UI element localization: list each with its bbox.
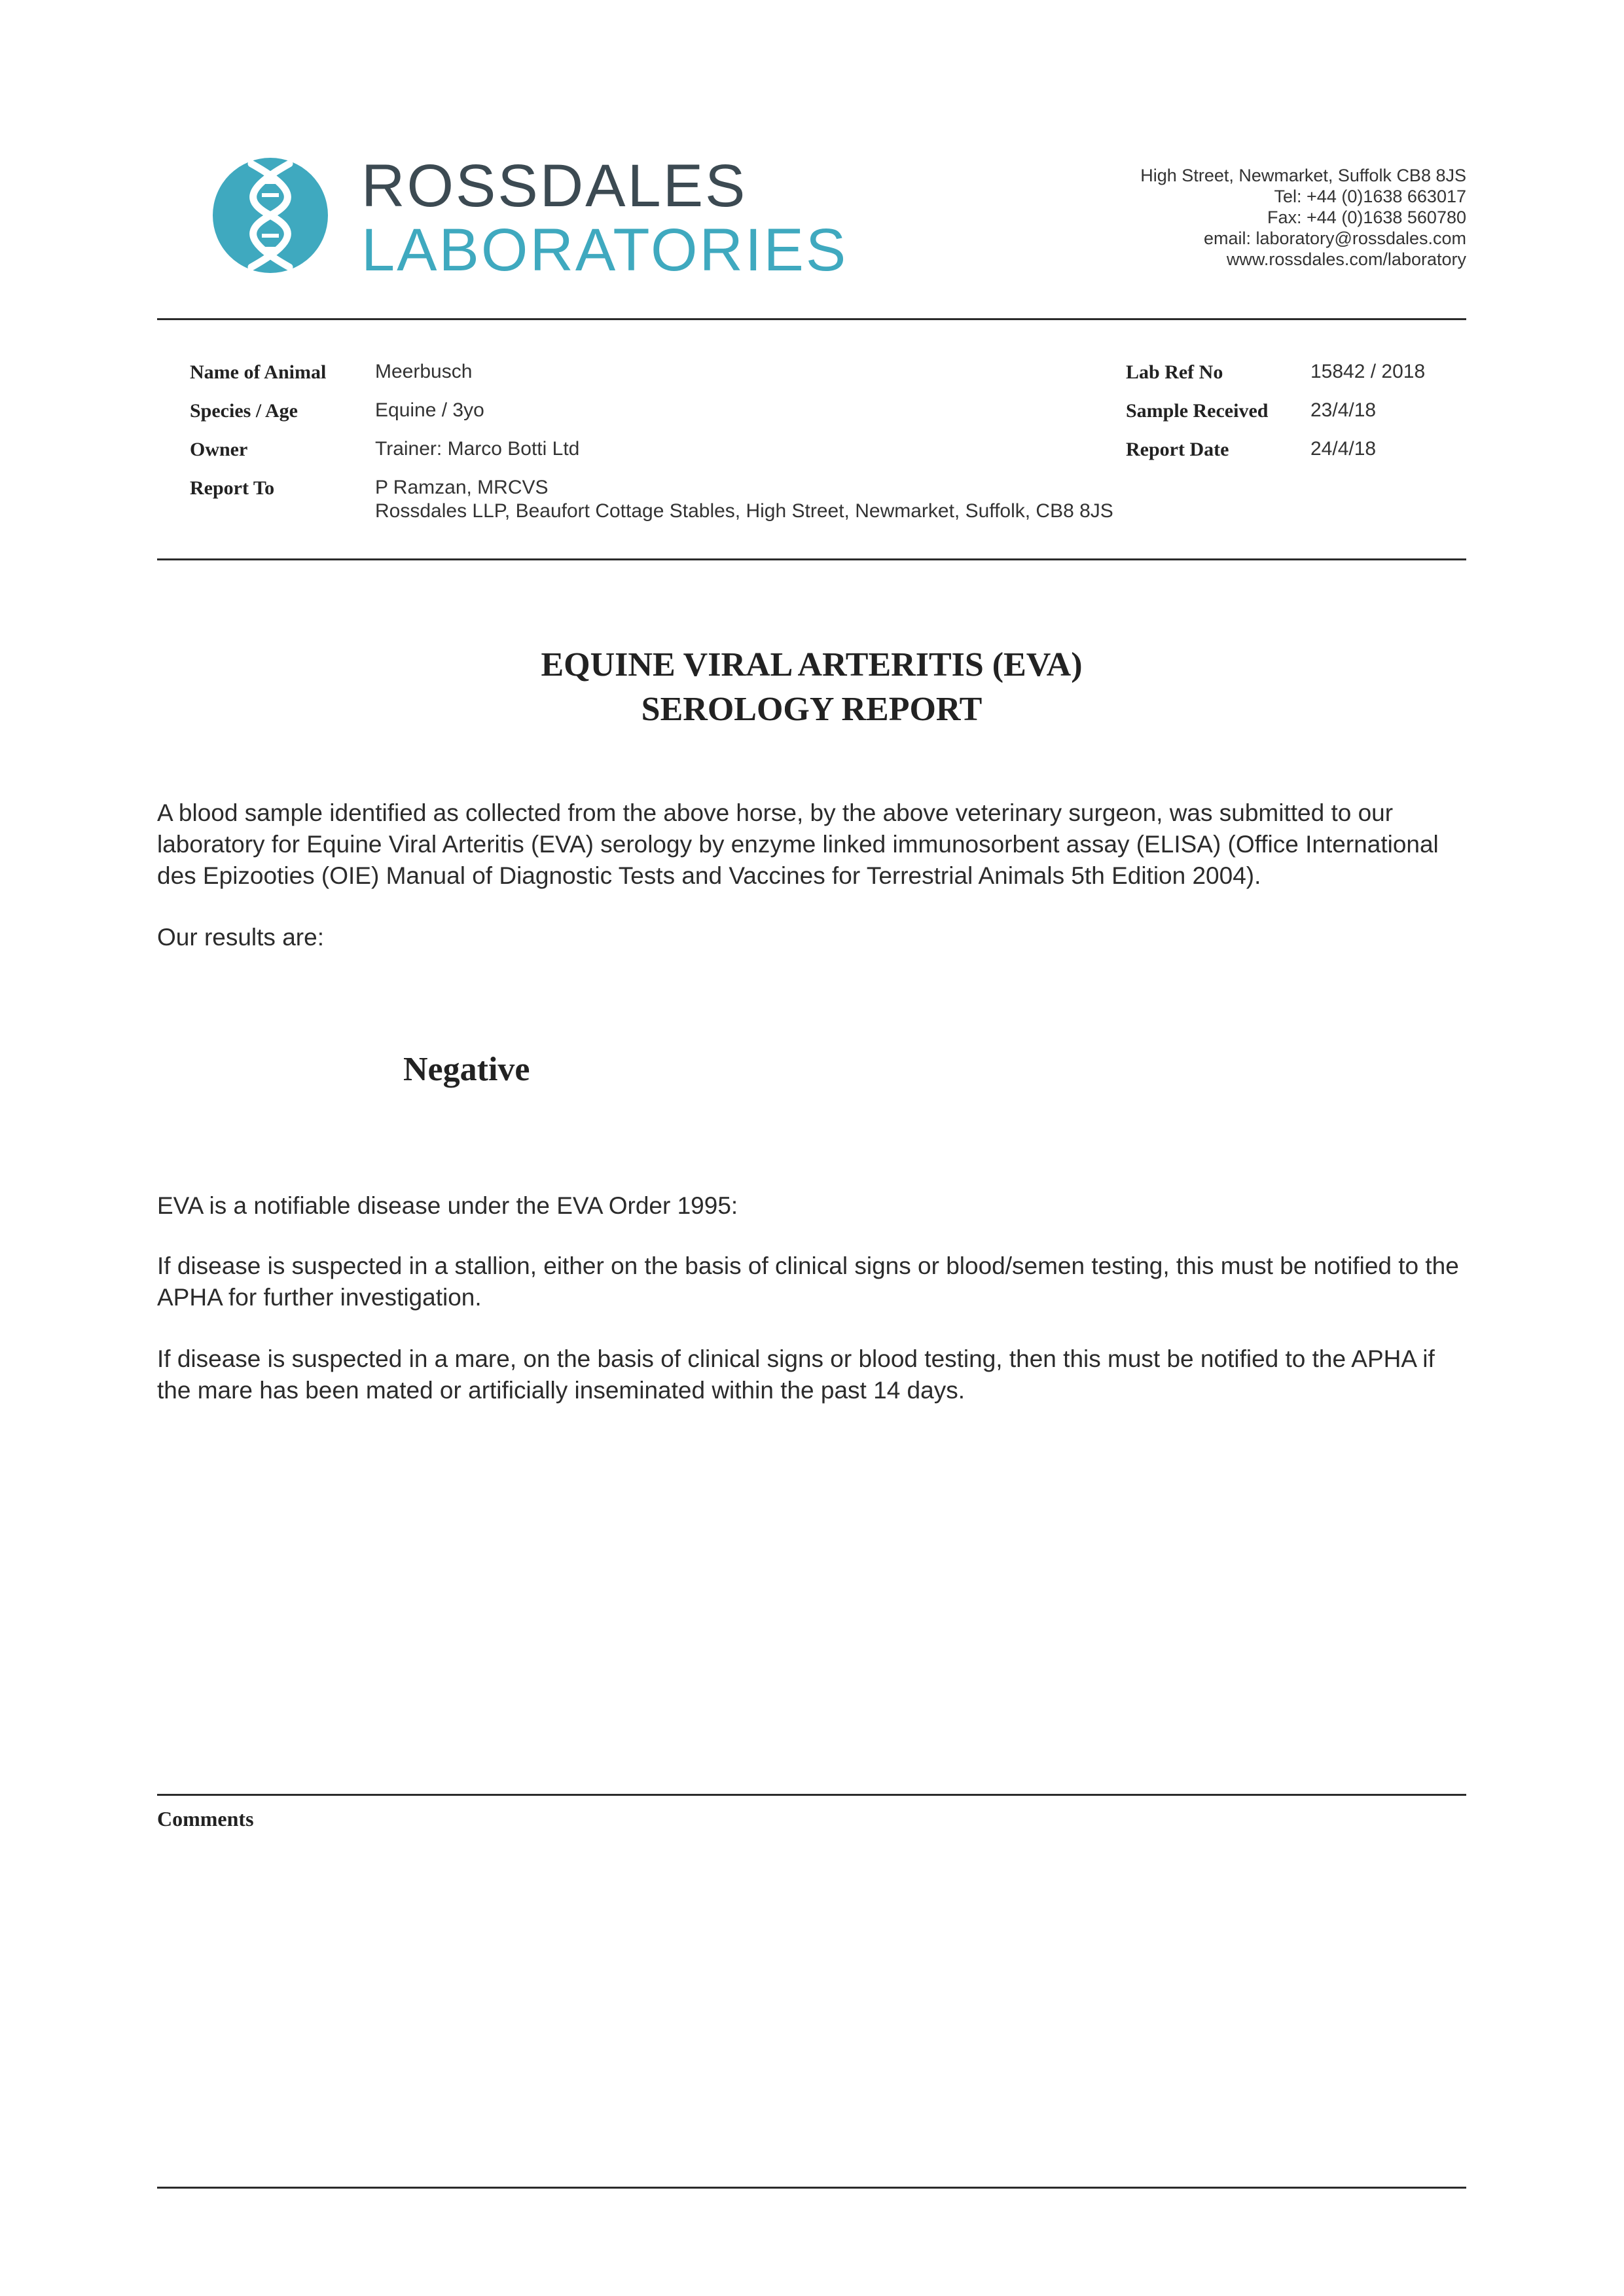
comments-divider <box>157 1794 1466 1796</box>
sample-received-label: Sample Received <box>1126 400 1269 422</box>
sample-received-value: 23/4/18 <box>1310 399 1377 421</box>
mare-paragraph: If disease is suspected in a mare, on the basis of clinical signs or blood testing, then this must be notified to the APHA if the mare has been mated or artificially inseminated within the past 14 days. <box>157 1345 1435 1404</box>
stallion-paragraph: If disease is suspected in a stallion, either on the basis of clinical signs or blood/semen testing, this must be notified to the APHA for further investigation. <box>157 1252 1459 1311</box>
owner-label: Owner <box>190 439 248 460</box>
logo-line-rossdales: ROSSDALES <box>361 153 748 219</box>
report-to-name: P Ramzan, MRCVS <box>375 477 549 498</box>
report-title <box>157 643 1466 732</box>
species-age-value: Equine / 3yo <box>375 399 484 421</box>
contact-website: www.rossdales.com/laboratory <box>1226 249 1466 269</box>
header-divider <box>157 318 1466 320</box>
footer-divider <box>157 2187 1466 2189</box>
name-of-animal-label: Name of Animal <box>190 361 327 383</box>
name-of-animal-value: Meerbusch <box>375 361 473 382</box>
report-to-address: Rossdales LLP, Beaufort Cottage Stables, High Street, Newmarket, Suffolk, CB8 8JS <box>375 500 1113 522</box>
contact-tel: Tel: +44 (0)1638 663017 <box>1274 187 1466 206</box>
report-date-value: 24/4/18 <box>1310 438 1377 460</box>
lab-ref-label: Lab Ref No <box>1126 361 1223 383</box>
report-date-label: Report Date <box>1126 439 1229 460</box>
contact-fax: Fax: +44 (0)1638 560780 <box>1267 208 1466 227</box>
contact-email: email: laboratory@rossdales.com <box>1203 228 1466 248</box>
contact-block <box>1140 165 1466 270</box>
lab-ref-value: 15842 / 2018 <box>1310 361 1426 382</box>
logo-wordmark <box>361 153 848 283</box>
report-to-label: Report To <box>190 477 275 499</box>
results-lead: Our results are: <box>157 924 324 951</box>
logo-line-laboratories: LABORATORIES <box>361 217 848 283</box>
notifiable-statement: EVA is a notifiable disease under the EVA Order 1995: <box>157 1192 738 1219</box>
report-title-line1: EQUINE VIRAL ARTERITIS (EVA) <box>541 646 1083 683</box>
contact-address: High Street, Newmarket, Suffolk CB8 8JS <box>1140 166 1466 185</box>
logo-dna-icon <box>211 156 330 275</box>
result-value: Negative <box>403 1051 530 1088</box>
report-title-line2: SEROLOGY REPORT <box>641 691 983 728</box>
intro-paragraph: A blood sample identified as collected from the above horse, by the above veterinary surgeon, was submitted to our laboratory for Equine Viral Arteritis (EVA) serology by enzyme linked immunosorbent assay (ELISA) (Office International des Epizooties (OIE) Manual of Diagnostic Tests and Vaccines for Terrestrial Animals 5th Edition 2004). <box>157 799 1439 889</box>
owner-value: Trainer: Marco Botti Ltd <box>375 438 580 460</box>
species-age-label: Species / Age <box>190 400 298 422</box>
comments-label: Comments <box>157 1807 254 1831</box>
details-divider <box>157 558 1466 560</box>
